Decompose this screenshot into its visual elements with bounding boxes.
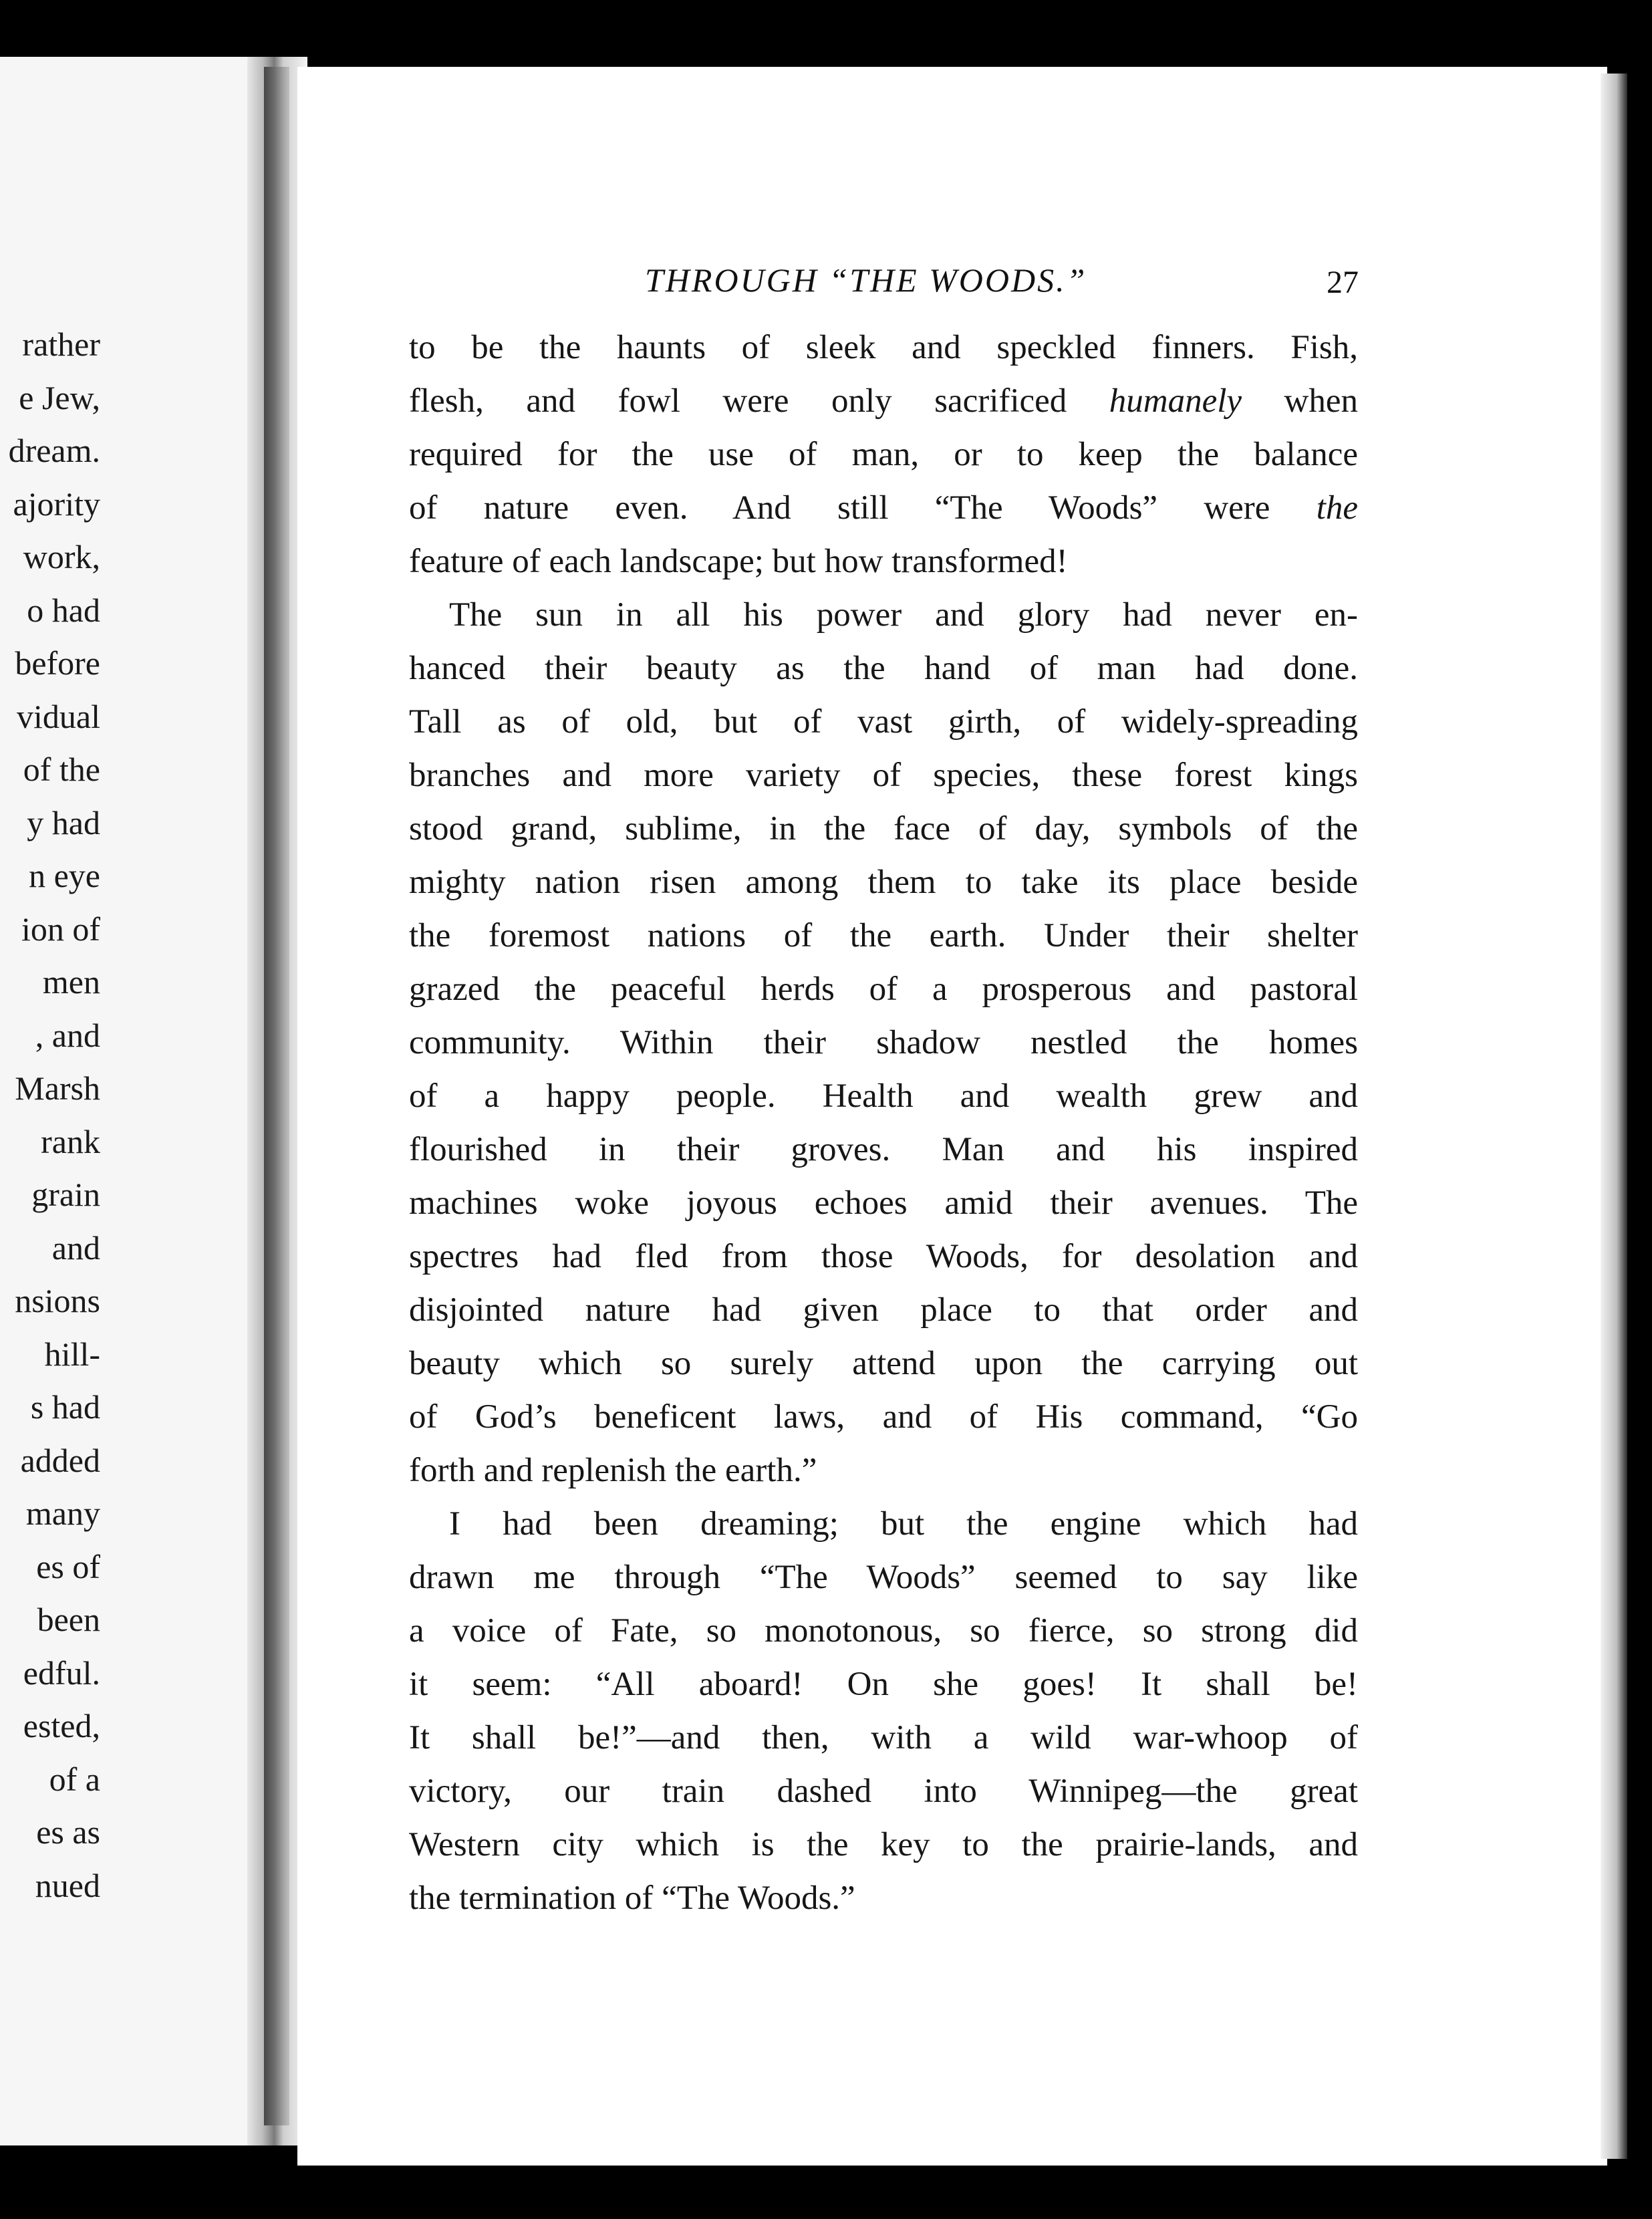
spine-shadow — [264, 67, 289, 2125]
text-line: of nature even. And still “The Woods” were the — [409, 489, 1358, 527]
left-page-line: been — [37, 1601, 100, 1638]
text-line: of God’s beneficent laws, and of His command, “Go — [409, 1398, 1358, 1436]
left-page-line: men — [42, 963, 100, 1001]
left-page-text — [0, 57, 267, 2145]
running-head: THROUGH “THE WOODS.” — [645, 261, 1087, 299]
left-page-line: , and — [35, 1016, 100, 1054]
text-line: the termination of “The Woods.” — [409, 1879, 855, 1917]
left-page-line: dream. — [8, 432, 100, 469]
text-line: to be the haunts of sleek and speckled finners. Fish, — [409, 329, 1358, 366]
left-page-line: n eye — [29, 857, 100, 894]
text-line: I had been dreaming; but the engine which had — [449, 1505, 1358, 1543]
left-page-line: added — [20, 1441, 100, 1479]
text-line: required for the use of man, or to keep the balance — [409, 436, 1358, 473]
left-page-line: ested, — [23, 1707, 100, 1744]
text-line: flourished in their groves. Man and his inspired — [409, 1131, 1358, 1168]
scan-speck — [1639, 1524, 1648, 1539]
text-line: feature of each landscape; but how transformed! — [409, 543, 1068, 580]
text-line: hanced their beauty as the hand of man had done. — [409, 650, 1358, 687]
text-line: a voice of Fate, so monotonous, so fierce, so strong did — [409, 1612, 1358, 1650]
left-page-line: ajority — [13, 485, 100, 523]
left-page-line: and — [51, 1228, 100, 1267]
left-page-line: e Jew, — [19, 378, 100, 416]
body-text — [409, 321, 1358, 1925]
text-line: it seem: “All aboard! On she goes! It shall be! — [409, 1666, 1358, 1703]
text-line: Tall as of old, but of vast girth, of widely-spreading — [409, 703, 1358, 741]
text-line: victory, our train dashed into Winnipeg—the great — [409, 1773, 1358, 1810]
left-page-line: hill- — [44, 1335, 100, 1373]
text-line: grazed the peaceful herds of a prosperous and pastoral — [409, 970, 1358, 1008]
left-page — [0, 57, 267, 2145]
left-page-line: vidual — [17, 697, 100, 735]
left-page-line: es of — [36, 1547, 100, 1585]
text-line: forth and replenish the earth.” — [409, 1452, 817, 1489]
page-number: 27 — [1327, 265, 1359, 300]
left-page-line: es as — [36, 1813, 100, 1851]
left-page-line: nued — [35, 1866, 100, 1904]
text-line: the foremost nations of the earth. Under their shelter — [409, 917, 1358, 954]
text-line: The sun in all his power and glory had never en- — [449, 596, 1358, 634]
text-line: of a happy people. Health and wealth grew and — [409, 1077, 1358, 1115]
left-page-line: rather — [22, 325, 100, 363]
left-page-line: of a — [49, 1760, 100, 1798]
left-page-line: many — [25, 1494, 100, 1532]
left-page-line: ion of — [21, 910, 100, 948]
left-page-line: edful. — [23, 1654, 100, 1692]
left-page-line: Marsh — [15, 1069, 100, 1107]
left-page-line: nsions — [15, 1282, 100, 1319]
text-line: machines woke joyous echoes amid their avenues. The — [409, 1184, 1358, 1222]
text-line: spectres had fled from those Woods, for desolation and — [409, 1238, 1358, 1275]
left-page-line: y had — [27, 803, 100, 841]
text-line: Western city which is the key to the prairie-lands, and — [409, 1826, 1358, 1863]
left-page-line: work, — [23, 538, 100, 575]
left-page-line: before — [15, 644, 100, 682]
text-line: mighty nation risen among them to take its place beside — [409, 864, 1358, 901]
text-line: flesh, and fowl were only sacrificed humanely when — [409, 382, 1358, 420]
text-line: It shall be!”—and then, with a wild war-whoop of — [409, 1719, 1358, 1756]
page-edge — [1601, 74, 1627, 2159]
text-line: community. Within their shadow nestled the homes — [409, 1024, 1358, 1061]
text-line: branches and more variety of species, these forest kings — [409, 757, 1358, 794]
left-page-line: o had — [27, 591, 100, 629]
left-page-line: rank — [41, 1122, 100, 1160]
text-line: stood grand, sublime, in the face of day, symbols of the — [409, 810, 1358, 847]
left-page-line: s had — [30, 1388, 100, 1426]
left-page-line: of the — [23, 751, 100, 788]
text-line: beauty which so surely attend upon the carrying out — [409, 1345, 1358, 1382]
left-page-line: grain — [31, 1176, 100, 1213]
text-line: drawn me through “The Woods” seemed to say like — [409, 1559, 1358, 1596]
text-line: disjointed nature had given place to that order and — [409, 1291, 1358, 1329]
